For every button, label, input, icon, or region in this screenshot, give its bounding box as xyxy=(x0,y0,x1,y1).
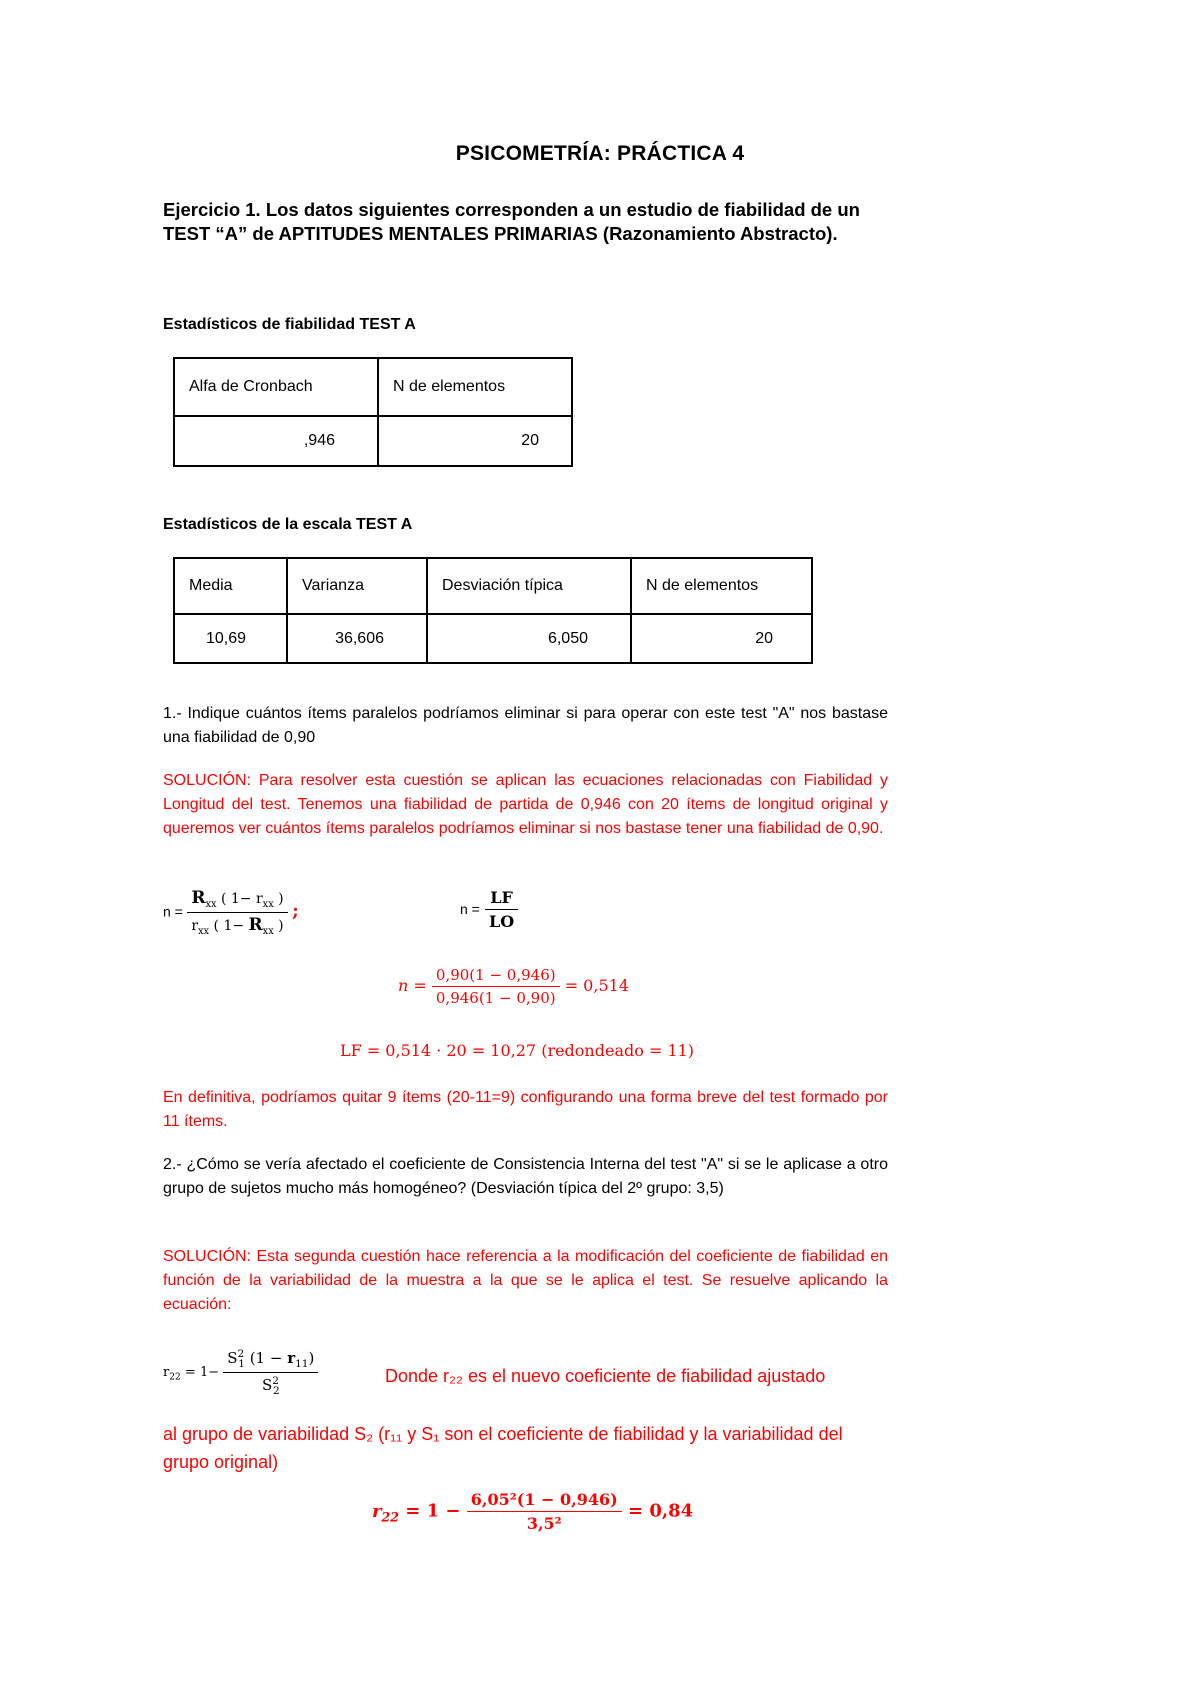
table-cell: 6,050 xyxy=(427,614,631,663)
table-header-cell: Alfa de Cronbach xyxy=(174,358,378,416)
formula-length-ratio: n = $\frac{LF}{LO}$ xyxy=(460,888,518,931)
table-cell: 10,69 xyxy=(174,614,287,663)
question-1: 1.- Indique cuántos ítems paralelos podríamos eliminar si para operar con este test "A" nos bastase una fiabilidad de 0,90 xyxy=(163,705,888,746)
table-header-cell: N de elementos xyxy=(631,558,812,614)
donde-text-line1: Donde r₂₂ es el nuevo coeficiente de fiabilidad ajustado xyxy=(385,1366,826,1386)
table1-caption: Estadísticos de fiabilidad TEST A xyxy=(163,316,416,333)
table-cell: ,946 xyxy=(174,416,378,466)
table-header-cell: Desviación típica xyxy=(427,558,631,614)
calculation-n: n = $\frac{0,90(1 - 0,946)}{0,946(1 - 0,90)}$ = 0,514 xyxy=(398,966,629,1007)
scale-stats-table xyxy=(173,557,813,664)
calculation-lf: LF = 0,514 · 20 = 10,27 (redondeado = 11) xyxy=(340,1041,695,1060)
table-header-cell: Varianza xyxy=(287,558,427,614)
table-cell: 36,606 xyxy=(287,614,427,663)
donde-text-line2: al grupo de variabilidad S₂ (r₁₁ y S₁ son el coeficiente de fiabilidad y la variabilidad del grupo original) xyxy=(163,1424,843,1472)
conclusion-1: En definitiva, podríamos quitar 9 ítems (20-11=9) configurando una forma breve del test formado por 11 ítems. xyxy=(163,1089,888,1130)
calculation-r22: $r_{22} = 1$ − $\frac{\text{6,05²(1 − 0,946)}}{\text{3,5²}}$ = 0,84 xyxy=(372,1490,694,1533)
solution-2: SOLUCIÓN: Esta segunda cuestión hace referencia a la modificación del coeficiente de fiabilidad en función de la variabilidad de la muestra a la que se le aplica el test. Se resuelve aplicando la ecuación: xyxy=(163,1248,888,1313)
table-header-cell: Media xyxy=(174,558,287,614)
table-cell: 20 xyxy=(631,614,812,663)
table-cell: 20 xyxy=(378,416,572,466)
question-2: 2.- ¿Cómo se vería afectado el coeficiente de Consistencia Interna del test "A" si se le aplicase a otro grupo de sujetos mucho más homogéneo? (Desviación típica del 2º grupo: 3,5) xyxy=(163,1156,888,1197)
page-title: PSICOMETRÍA: PRÁCTICA 4 xyxy=(455,142,745,165)
table-header-cell: N de elementos xyxy=(378,358,572,416)
exercise-title: Ejercicio 1. Los datos siguientes corresponden a un estudio de fiabilidad de un TEST “A” de APTITUDES MENTALES PRIMARIAS (Razonamiento Abstracto). xyxy=(163,199,860,244)
formula-variability-correction: $r_{22} = 1-$ $\frac{S^2_1 (1 - r_{11})}{S^2_2}$ xyxy=(163,1348,318,1397)
solution-1: SOLUCIÓN: Para resolver esta cuestión se aplican las ecuaciones relacionadas con Fiabilidad y Longitud del test. Tenemos una fiabilidad de partida de 0,946 con 20 ítems de longitud original y queremos ver cuántos ítems paralelos podríamos eliminar si nos bastase tener una fiabilidad de 0,90. xyxy=(163,772,888,837)
table2-caption: Estadísticos de la escala TEST A xyxy=(163,516,413,533)
formula-spearman-brown: n = $\frac{R_{xx} ( 1- r_{xx} )}{r_{xx} ( 1- R_{xx} )}$ ; xyxy=(163,888,299,937)
reliability-table xyxy=(173,357,573,467)
